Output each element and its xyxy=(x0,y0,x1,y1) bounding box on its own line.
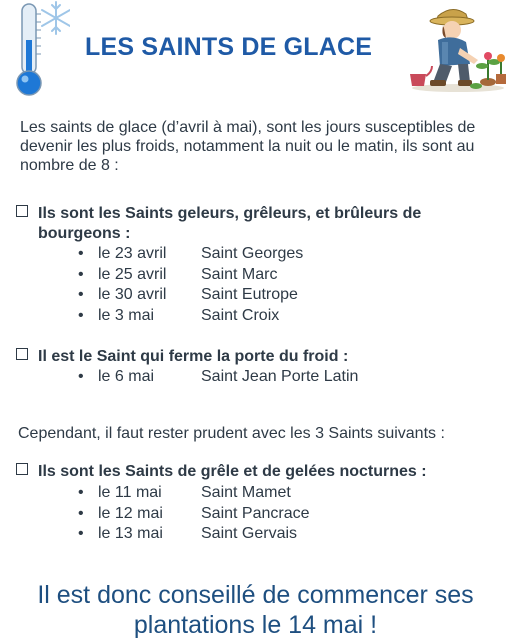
item-saint: Saint Mamet xyxy=(201,484,291,501)
bullet-icon: • xyxy=(78,368,84,385)
page-title: LES SAINTS DE GLACE xyxy=(85,33,373,61)
item-date: le 13 mai xyxy=(98,525,163,542)
bullet-icon: • xyxy=(78,286,84,303)
item-saint: Saint Gervais xyxy=(201,525,298,542)
conclusion-line-1: Il est donc conseillé de commencer ses xyxy=(37,581,474,609)
conclusion-line-2: plantations le 14 mai ! xyxy=(133,611,378,639)
section-heading-geleurs xyxy=(16,204,496,244)
checkbox-bullet-icon xyxy=(16,205,28,217)
bullet-icon: • xyxy=(78,306,84,324)
snowflake-icon xyxy=(42,2,70,34)
section-heading-text: Ils sont les Saints de grêle et de gelées nocturnes : xyxy=(38,463,427,480)
caution-paragraph: Cependant, il faut rester prudent avec les 3 Saints suivants : xyxy=(18,425,445,442)
bullet-icon: • xyxy=(78,265,84,283)
section-heading-text-cont: bourgeons : xyxy=(38,225,131,242)
item-date: le 12 mai xyxy=(98,504,163,522)
bullet-icon: • xyxy=(78,525,84,542)
item-saint: Saint Croix xyxy=(201,306,280,324)
bullet-icon: • xyxy=(78,484,84,501)
item-saint: Saint Pancrace xyxy=(201,504,310,522)
bullet-icon: • xyxy=(78,245,84,262)
item-date: le 25 avril xyxy=(98,265,167,283)
item-date: le 30 avril xyxy=(98,286,167,303)
item-date: le 3 mai xyxy=(98,306,155,324)
item-date: le 23 avril xyxy=(98,245,167,262)
thermometer-icon xyxy=(8,0,70,100)
item-saint: Saint Eutrope xyxy=(201,286,298,303)
item-saint: Saint Jean Porte Latin xyxy=(201,368,359,385)
section-heading-porte-froid xyxy=(16,347,496,367)
bullet-icon: • xyxy=(78,504,84,522)
item-date: le 6 mai xyxy=(98,368,155,385)
checkbox-bullet-icon xyxy=(16,463,28,475)
gardener-illustration xyxy=(408,2,508,94)
item-date: le 11 mai xyxy=(98,484,162,501)
conclusion-text xyxy=(0,580,511,640)
section-heading-text: Il est le Saint qui ferme la porte du froid : xyxy=(38,348,349,365)
checkbox-bullet-icon xyxy=(16,348,28,360)
intro-paragraph: Les saints de glace (d’avril à mai), sont les jours susceptibles de devenir les plus froids, notamment la nuit ou le matin, ils sont au nombre de 8 : xyxy=(20,119,476,174)
section-heading-grele xyxy=(16,462,496,482)
section-heading-text: Ils sont les Saints geleurs, grêleurs, et brûleurs de xyxy=(38,205,422,222)
item-saint: Saint Marc xyxy=(201,265,278,283)
item-saint: Saint Georges xyxy=(201,245,304,262)
